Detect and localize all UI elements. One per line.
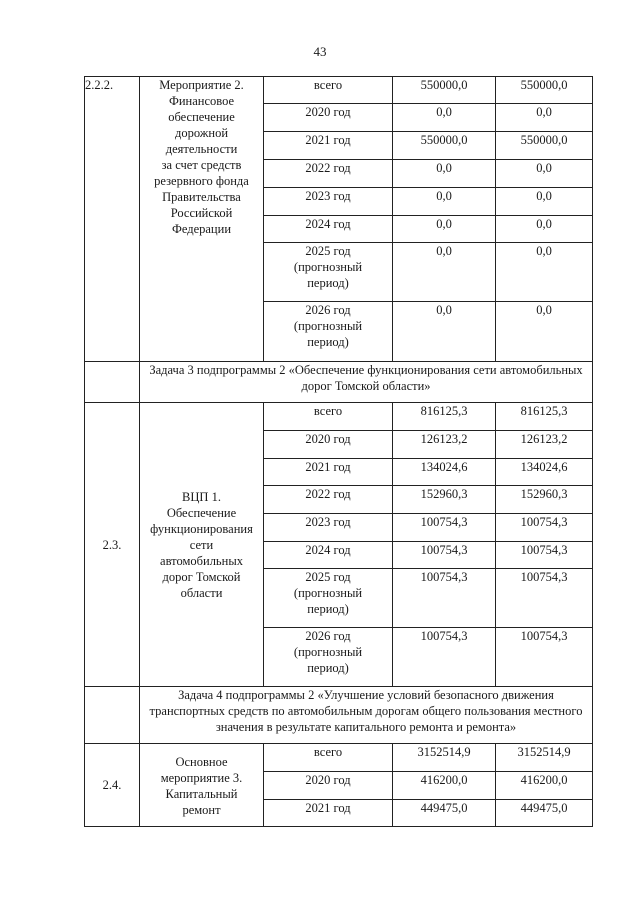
- value-cell: 100754,3: [393, 542, 496, 569]
- value-cell: 550000,0: [496, 77, 593, 104]
- value-cell: 0,0: [393, 160, 496, 188]
- year-cell: 2026 год (прогнозный период): [264, 628, 393, 687]
- page-number: 43: [313, 44, 327, 59]
- year-cell: 2020 год: [264, 431, 393, 459]
- value-cell: 134024,6: [496, 459, 593, 486]
- item-number: 2.2.2.: [85, 77, 140, 362]
- table-row: [85, 77, 593, 104]
- year-cell: 2020 год: [264, 772, 393, 800]
- value-cell: 100754,3: [393, 514, 496, 542]
- year-cell: 2026 год (прогнозный период): [264, 302, 393, 362]
- value-cell: 0,0: [393, 243, 496, 302]
- item-number: 2.4.: [85, 744, 140, 827]
- value-cell: 0,0: [496, 160, 593, 188]
- value-cell: 550000,0: [393, 132, 496, 160]
- year-cell: всего: [264, 77, 393, 104]
- value-cell: 816125,3: [496, 403, 593, 431]
- value-cell: 152960,3: [496, 486, 593, 514]
- value-cell: 3152514,9: [496, 744, 593, 772]
- value-cell: 3152514,9: [393, 744, 496, 772]
- value-cell: 0,0: [496, 243, 593, 302]
- year-cell: 2023 год: [264, 188, 393, 216]
- task-number-empty: [85, 687, 140, 744]
- task-heading: Задача 4 подпрограммы 2 «Улучшение условий безопасного движения транспортных средств по автомобильным дорогам общего пользования местного значения в результате капитального ремонта и ремонта»: [140, 687, 593, 744]
- item-number: 2.3.: [85, 403, 140, 687]
- value-cell: 100754,3: [393, 569, 496, 628]
- year-cell: всего: [264, 744, 393, 772]
- value-cell: 449475,0: [496, 800, 593, 827]
- value-cell: 0,0: [496, 216, 593, 243]
- value-cell: 126123,2: [393, 431, 496, 459]
- value-cell: 134024,6: [393, 459, 496, 486]
- value-cell: 100754,3: [496, 542, 593, 569]
- value-cell: 550000,0: [393, 77, 496, 104]
- item-name: ВЦП 1. Обеспечение функционирования сети автомобильных дорог Томской области: [140, 403, 264, 687]
- year-cell: 2024 год: [264, 542, 393, 569]
- year-cell: 2020 год: [264, 104, 393, 132]
- value-cell: 0,0: [393, 104, 496, 132]
- task-number-empty: [85, 362, 140, 403]
- year-cell: 2024 год: [264, 216, 393, 243]
- table-row: [85, 403, 593, 431]
- budget-table: [84, 76, 593, 827]
- value-cell: 416200,0: [496, 772, 593, 800]
- item-name: Основное мероприятие 3. Капитальный ремонт: [140, 744, 264, 827]
- year-cell: 2021 год: [264, 132, 393, 160]
- value-cell: 0,0: [393, 188, 496, 216]
- value-cell: 0,0: [496, 104, 593, 132]
- value-cell: 126123,2: [496, 431, 593, 459]
- value-cell: 0,0: [393, 302, 496, 362]
- value-cell: 416200,0: [393, 772, 496, 800]
- year-cell: 2025 год (прогнозный период): [264, 243, 393, 302]
- value-cell: 100754,3: [496, 569, 593, 628]
- value-cell: 816125,3: [393, 403, 496, 431]
- year-cell: 2021 год: [264, 459, 393, 486]
- value-cell: 100754,3: [496, 514, 593, 542]
- year-cell: 2023 год: [264, 514, 393, 542]
- year-cell: 2022 год: [264, 486, 393, 514]
- table-row: [85, 744, 593, 772]
- value-cell: 0,0: [496, 188, 593, 216]
- value-cell: 550000,0: [496, 132, 593, 160]
- item-name: Мероприятие 2. Финансовое обеспечение дорожной деятельности за счет средств резервного фонда Правительства Российской Федерации: [140, 77, 264, 362]
- value-cell: 449475,0: [393, 800, 496, 827]
- task-heading: Задача 3 подпрограммы 2 «Обеспечение функционирования сети автомобильных дорог Томской области»: [140, 362, 593, 403]
- value-cell: 0,0: [496, 302, 593, 362]
- task-row: [85, 687, 593, 744]
- year-cell: 2025 год (прогнозный период): [264, 569, 393, 628]
- value-cell: 100754,3: [496, 628, 593, 687]
- year-cell: 2022 год: [264, 160, 393, 188]
- year-cell: всего: [264, 403, 393, 431]
- value-cell: 100754,3: [393, 628, 496, 687]
- value-cell: 152960,3: [393, 486, 496, 514]
- year-cell: 2021 год: [264, 800, 393, 827]
- value-cell: 0,0: [393, 216, 496, 243]
- task-row: [85, 362, 593, 403]
